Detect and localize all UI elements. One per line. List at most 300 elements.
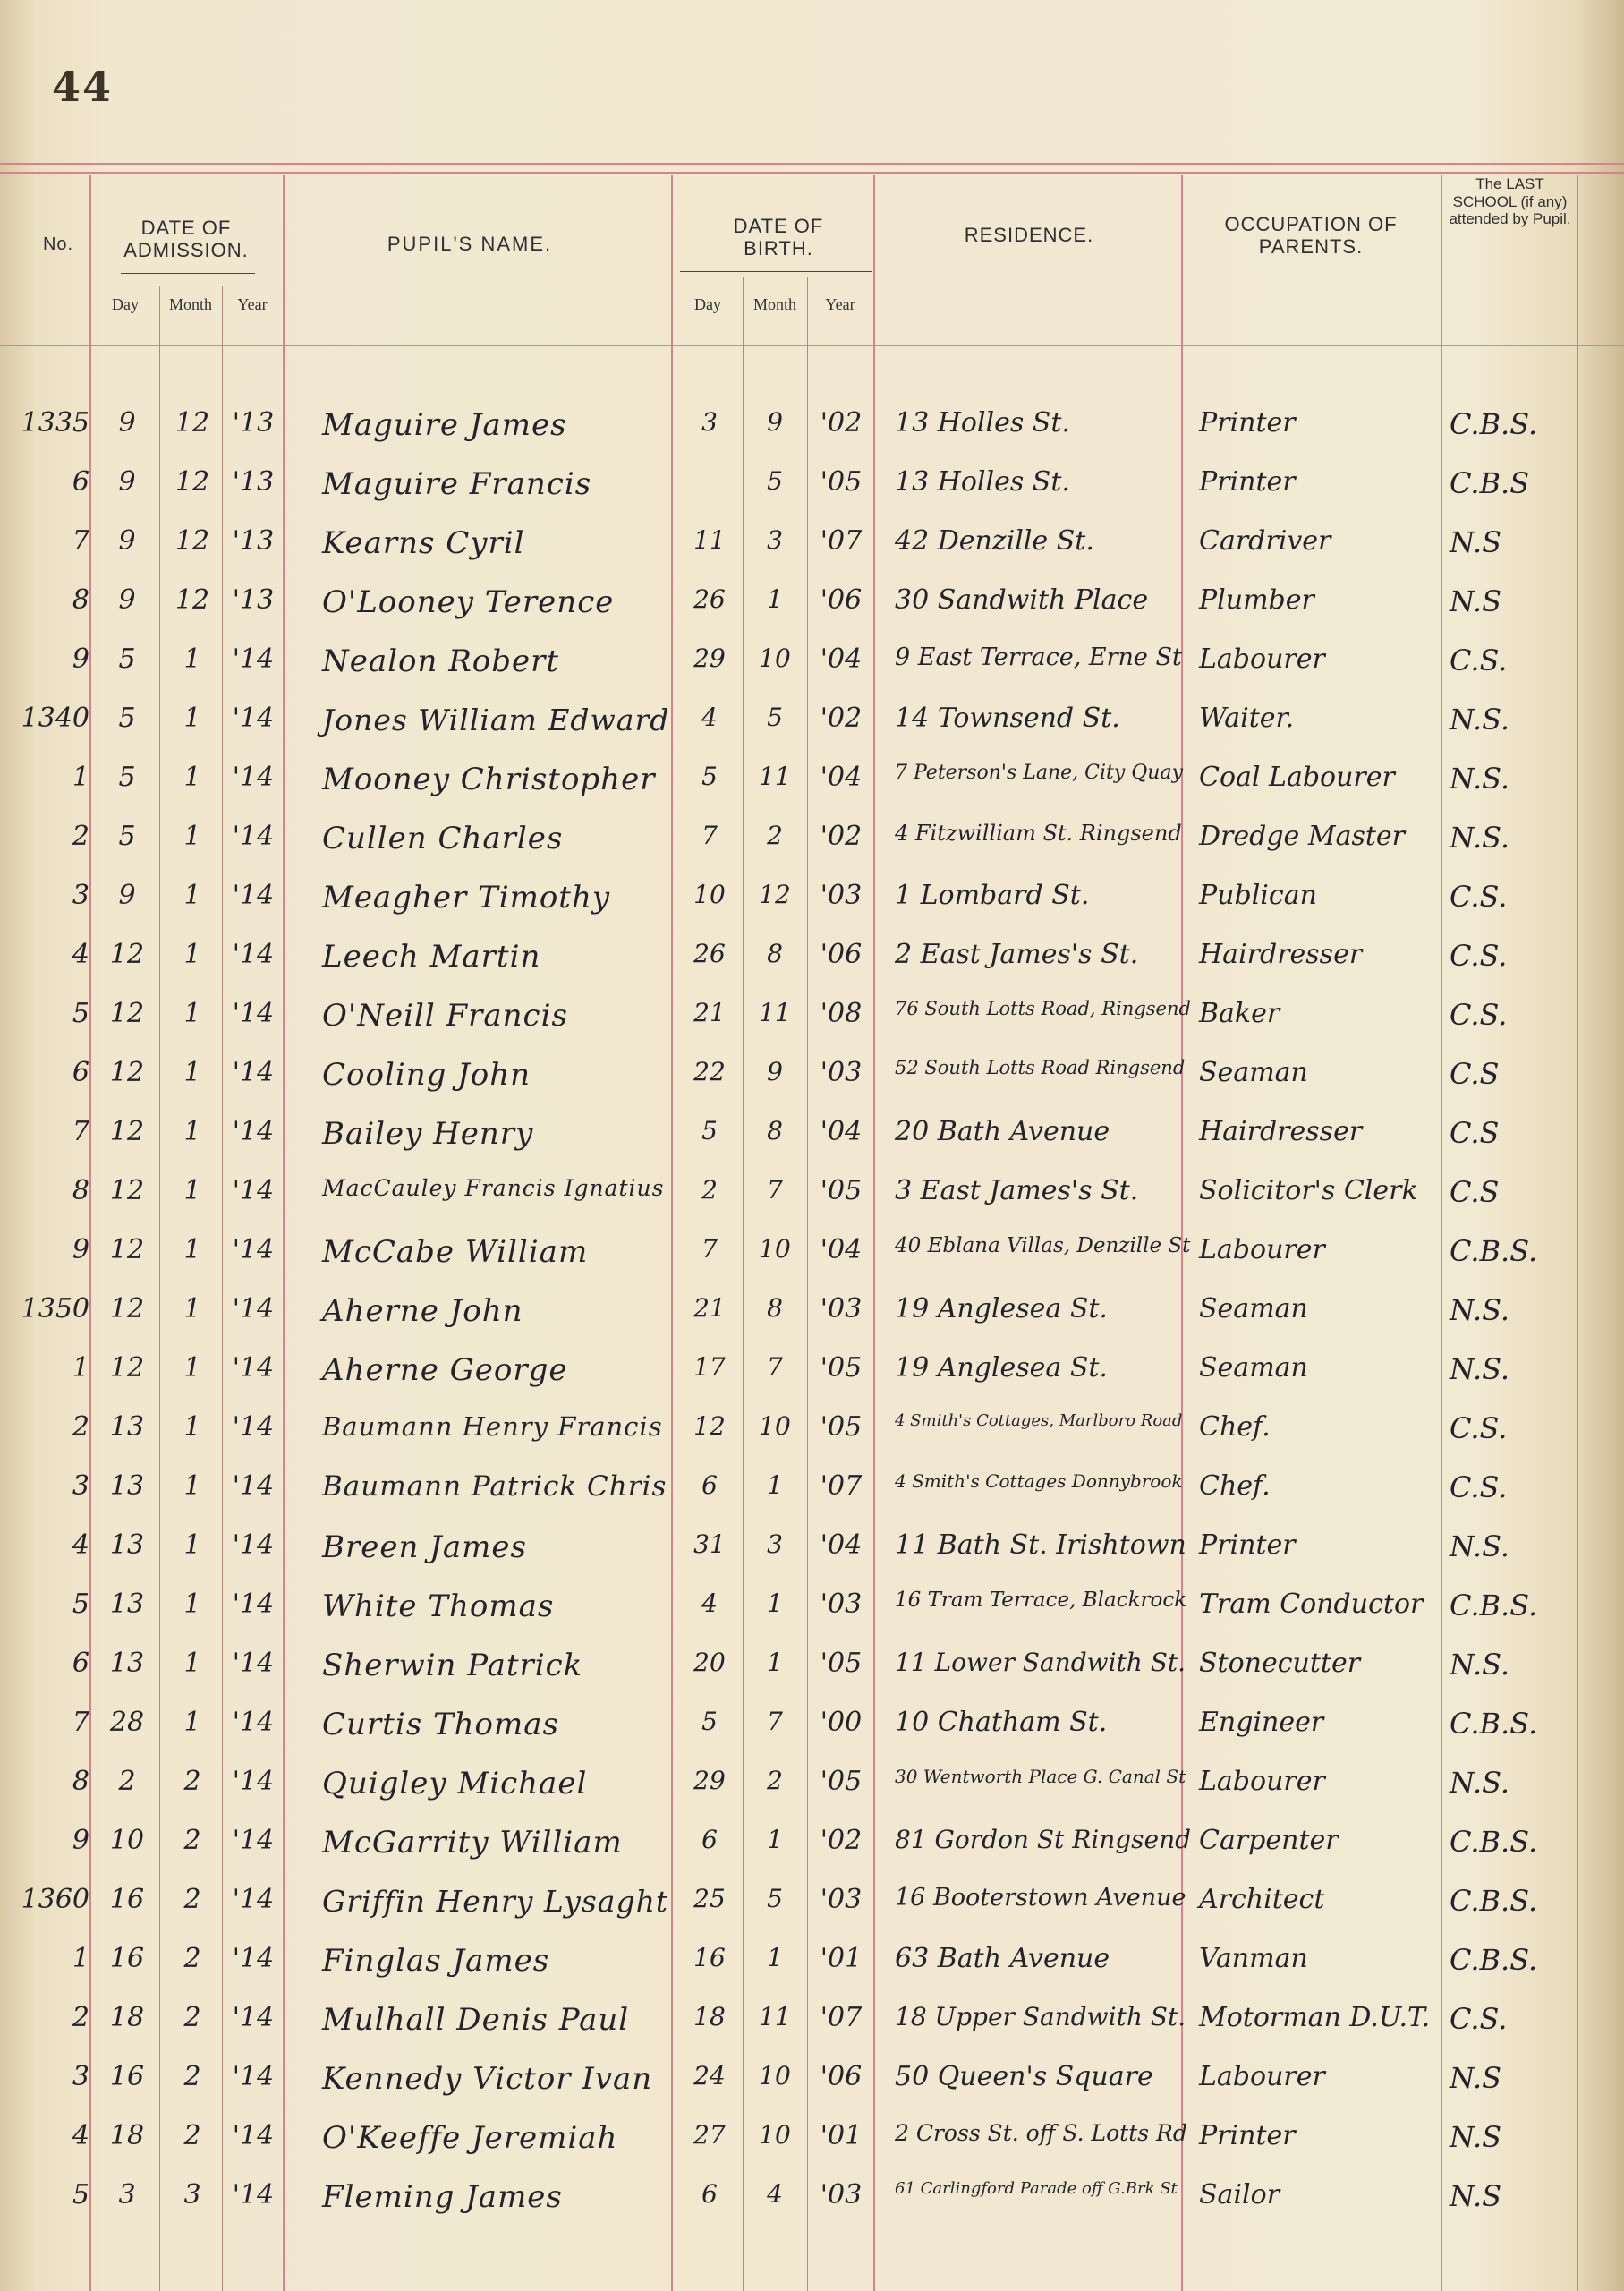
admission-year: '14: [232, 1175, 275, 1206]
admission-day: 9: [118, 525, 136, 557]
table-row: [0, 407, 1624, 466]
admission-year: '14: [232, 1648, 275, 1679]
admission-month: 1: [183, 880, 201, 911]
birth-month: 11: [759, 762, 791, 791]
residence: 16 Booterstown Avenue: [895, 1884, 1186, 1912]
admission-day: 16: [109, 1943, 145, 1974]
last-school: N.S: [1450, 525, 1502, 559]
admission-day: 16: [109, 1884, 145, 1915]
entry-number: 1: [72, 1352, 89, 1384]
entry-number: 8: [72, 1175, 89, 1206]
admission-month: 1: [183, 939, 201, 970]
header-last-school: The LAST SCHOOL (if any) attended by Pupil.: [1449, 175, 1571, 228]
pupil-name: Leech Martin: [322, 939, 541, 975]
admission-day: 13: [109, 1648, 145, 1679]
pupil-name: Griffin Henry Lysaght: [322, 1884, 669, 1919]
residence: 3 East James's St.: [895, 1175, 1139, 1206]
birth-year: '03: [820, 1293, 863, 1324]
last-school: C.B.S.: [1450, 1884, 1538, 1918]
admission-month: 12: [174, 584, 210, 616]
birth-month: 1: [767, 1648, 783, 1677]
parent-occupation: Labourer: [1199, 643, 1325, 675]
table-row: [0, 525, 1624, 584]
entry-number: 5: [72, 1588, 89, 1620]
admission-day: 5: [118, 703, 136, 734]
parent-occupation: Hairdresser: [1199, 939, 1363, 970]
entry-number: 2: [72, 821, 89, 852]
residence: 4 Smith's Cottages, Marlboro Road: [895, 1411, 1183, 1430]
last-school: C.S.: [1450, 2002, 1508, 2036]
sub-birth-year: Year: [825, 295, 855, 313]
admission-month: 2: [183, 2120, 201, 2151]
admission-year: '14: [232, 2002, 275, 2033]
admission-year: '13: [232, 584, 275, 616]
birth-month: 10: [759, 2120, 791, 2150]
birth-month: 10: [759, 1411, 791, 1441]
birth-month: 4: [767, 2179, 783, 2209]
residence: 13 Holles St.: [895, 407, 1070, 439]
birth-day: 22: [693, 1057, 726, 1086]
birth-month: 7: [767, 1175, 783, 1205]
admission-month: 1: [183, 1175, 201, 1206]
sub-admission-month: Month: [168, 295, 212, 313]
birth-day: 12: [693, 1411, 726, 1441]
entry-number: 4: [72, 939, 89, 970]
birth-year: '04: [820, 762, 863, 793]
admission-month: 1: [183, 1057, 201, 1088]
admission-month: 12: [174, 525, 210, 557]
admission-day: 12: [109, 998, 145, 1029]
birth-month: 8: [767, 939, 783, 968]
last-school: C.S.: [1450, 998, 1508, 1032]
table-row: [0, 643, 1624, 703]
residence: 40 Eblana Villas, Denzille St: [895, 1234, 1191, 1257]
admission-year: '13: [232, 407, 275, 439]
header-pupil-name: PUPIL'S NAME.: [387, 233, 553, 255]
admission-day: 9: [118, 584, 136, 616]
birth-month: 8: [767, 1293, 783, 1323]
residence: 16 Tram Terrace, Blackrock: [895, 1588, 1187, 1612]
birth-day: 11: [693, 525, 726, 555]
pupil-name: Kearns Cyril: [322, 525, 525, 561]
residence: 19 Anglesea St.: [895, 1352, 1108, 1384]
admission-day: 5: [118, 643, 136, 675]
admission-year: '14: [232, 1884, 275, 1915]
admission-day: 2: [118, 1766, 136, 1797]
pupil-name: Baumann Henry Francis: [322, 1411, 663, 1442]
pupil-name: Cooling John: [322, 1057, 531, 1093]
birth-month: 10: [759, 1234, 791, 1264]
admission-month: 2: [183, 1943, 201, 1974]
parent-occupation: Motorman D.U.T.: [1199, 2002, 1431, 2033]
birth-year: '02: [820, 703, 863, 734]
parent-occupation: Engineer: [1199, 1707, 1324, 1738]
pupil-name: Jones William Edward: [322, 703, 670, 737]
birth-month: 5: [767, 1884, 783, 1913]
admission-month: 1: [183, 1234, 201, 1265]
pupil-name: O'Keeffe Jeremiah: [322, 2120, 618, 2156]
pupil-name: Kennedy Victor Ivan: [322, 2061, 653, 2097]
birth-day: 4: [701, 703, 718, 732]
last-school: N.S: [1450, 2179, 1502, 2213]
admission-month: 1: [183, 1648, 201, 1679]
admission-year: '14: [232, 1588, 275, 1620]
admission-month: 1: [183, 1529, 201, 1561]
parent-occupation: Architect: [1199, 1884, 1325, 1915]
admission-year: '14: [232, 939, 275, 970]
birth-year: '01: [820, 1943, 863, 1974]
table-row: [0, 821, 1624, 880]
birth-day: 26: [693, 939, 726, 968]
table-row: [0, 1825, 1624, 1884]
birth-year: '06: [820, 939, 863, 970]
birth-day: 31: [693, 1529, 726, 1559]
admission-month: 2: [183, 2002, 201, 2033]
table-row: [0, 2179, 1624, 2238]
birth-month: 7: [767, 1352, 783, 1382]
birth-day: 29: [693, 1766, 726, 1795]
birth-day: 26: [693, 584, 726, 614]
last-school: N.S.: [1450, 1648, 1510, 1682]
parent-occupation: Dredge Master: [1199, 821, 1405, 852]
residence: 4 Smith's Cottages Donnybrook: [895, 1470, 1183, 1492]
parent-occupation: Stonecutter: [1199, 1648, 1361, 1679]
birth-year: '04: [820, 1529, 863, 1561]
birth-month: 3: [767, 1529, 783, 1559]
admission-year: '14: [232, 1352, 275, 1384]
table-row: [0, 1293, 1624, 1352]
pupil-name: Curtis Thomas: [322, 1707, 559, 1742]
admission-year: '14: [232, 821, 275, 852]
admission-year: '14: [232, 1825, 275, 1856]
entry-number: 9: [72, 1825, 89, 1856]
parent-occupation: Printer: [1199, 466, 1296, 498]
residence: 81 Gordon St Ringsend: [895, 1825, 1192, 1854]
last-school: C.S: [1450, 1116, 1500, 1150]
birth-day: 6: [701, 2179, 718, 2209]
header-top-rule-2: [0, 172, 1624, 174]
birth-day: 25: [693, 1884, 726, 1913]
table-row: [0, 1529, 1624, 1588]
residence: 4 Fitzwilliam St. Ringsend: [895, 821, 1182, 846]
admission-day: 9: [118, 407, 136, 439]
last-school: C.S: [1450, 1175, 1500, 1209]
header-bottom-rule: [0, 345, 1624, 346]
last-school: C.B.S.: [1450, 1825, 1538, 1859]
parent-occupation: Tram Conductor: [1199, 1588, 1424, 1620]
birth-month: 2: [767, 1766, 783, 1795]
header-residence: RESIDENCE.: [964, 224, 1094, 246]
last-school: C.S.: [1450, 939, 1508, 973]
parent-occupation: Seaman: [1199, 1352, 1308, 1384]
birth-year: '04: [820, 643, 863, 675]
residence: 61 Carlingford Parade off G.Brk St: [895, 2179, 1178, 2198]
admission-year: '13: [232, 466, 275, 498]
header-date-admission: DATE OF ADMISSION.: [123, 217, 249, 262]
pupil-name: Maguire Francis: [322, 466, 592, 502]
entry-number: 1: [72, 1943, 89, 1974]
residence: 2 East James's St.: [895, 939, 1139, 970]
pupil-name: Aherne George: [322, 1352, 568, 1388]
entry-number: 1350: [21, 1293, 89, 1324]
admission-day: 3: [118, 2179, 136, 2210]
table-row: [0, 2002, 1624, 2061]
entry-number: 6: [72, 1648, 89, 1679]
pupil-name: White Thomas: [322, 1588, 555, 1624]
entry-number: 8: [72, 1766, 89, 1797]
entry-number: 4: [72, 1529, 89, 1561]
entry-number: 9: [72, 1234, 89, 1265]
admission-day: 9: [118, 466, 136, 498]
table-row: [0, 1470, 1624, 1529]
admission-day: 12: [109, 1175, 145, 1206]
birth-year: '06: [820, 2061, 863, 2092]
birth-underline: [680, 271, 872, 272]
birth-year: '04: [820, 1234, 863, 1265]
birth-day: 18: [693, 2002, 726, 2031]
admission-year: '14: [232, 703, 275, 734]
admission-month: 1: [183, 1352, 201, 1384]
last-school: C.S.: [1450, 1470, 1508, 1504]
birth-day: 21: [693, 998, 726, 1027]
admission-year: '13: [232, 525, 275, 557]
pupil-name: McCabe William: [322, 1234, 589, 1270]
admission-year: '14: [232, 1116, 275, 1147]
pupil-name: Baumann Patrick Chris: [322, 1470, 667, 1503]
admission-day: 5: [118, 762, 136, 793]
table-row: [0, 1943, 1624, 2002]
pupil-name: Mooney Christopher: [322, 762, 656, 797]
page-number: 44: [52, 63, 114, 111]
table-row: [0, 1707, 1624, 1766]
residence: 11 Bath St. Irishtown: [895, 1529, 1186, 1561]
parent-occupation: Carpenter: [1199, 1825, 1339, 1856]
parent-occupation: Vanman: [1199, 1943, 1308, 1974]
admission-day: 12: [109, 939, 145, 970]
entry-number: 1360: [21, 1884, 89, 1915]
birth-month: 1: [767, 1943, 783, 1972]
table-row: [0, 1057, 1624, 1116]
admission-month: 2: [183, 2061, 201, 2092]
birth-month: 9: [767, 1057, 783, 1086]
residence: 76 South Lotts Road, Ringsend: [895, 998, 1191, 1019]
entry-number: 7: [72, 525, 89, 557]
birth-year: '04: [820, 1116, 863, 1147]
birth-year: '07: [820, 525, 863, 557]
residence: 11 Lower Sandwith St.: [895, 1648, 1186, 1677]
admission-day: 12: [109, 1057, 145, 1088]
birth-year: '05: [820, 1411, 863, 1443]
header-occupation: OCCUPATION OF PARENTS.: [1224, 213, 1398, 259]
parent-occupation: Labourer: [1199, 1766, 1325, 1797]
admission-year: '14: [232, 1529, 275, 1561]
birth-day: 6: [701, 1470, 718, 1500]
last-school: N.S.: [1450, 762, 1510, 796]
entry-number: 7: [72, 1116, 89, 1147]
parent-occupation: Coal Labourer: [1199, 762, 1395, 793]
admission-year: '14: [232, 1234, 275, 1265]
admission-month: 2: [183, 1884, 201, 1915]
admission-year: '14: [232, 1293, 275, 1324]
entry-number: 1335: [21, 407, 89, 439]
last-school: C.S.: [1450, 643, 1508, 677]
last-school: C.S: [1450, 1057, 1500, 1091]
birth-month: 5: [767, 466, 783, 496]
residence: 9 East Terrace, Erne St: [895, 643, 1182, 671]
last-school: N.S.: [1450, 703, 1510, 737]
parent-occupation: Plumber: [1199, 584, 1314, 616]
last-school: N.S.: [1450, 821, 1510, 855]
birth-year: '07: [820, 2002, 863, 2033]
residence: 13 Holles St.: [895, 466, 1070, 498]
birth-month: 2: [767, 821, 783, 850]
birth-year: '05: [820, 1766, 863, 1797]
admission-month: 2: [183, 1766, 201, 1797]
admission-year: '14: [232, 1057, 275, 1088]
last-school: C.B.S.: [1450, 1707, 1538, 1741]
birth-year: '03: [820, 1057, 863, 1088]
admission-day: 9: [118, 880, 136, 911]
birth-day: 10: [693, 880, 726, 909]
birth-day: 6: [701, 1825, 718, 1854]
last-school: C.B.S.: [1450, 1588, 1538, 1622]
last-school: N.S.: [1450, 1293, 1510, 1327]
birth-year: '00: [820, 1707, 863, 1738]
birth-year: '03: [820, 2179, 863, 2210]
birth-year: '03: [820, 1884, 863, 1915]
admission-day: 12: [109, 1352, 145, 1384]
birth-year: '01: [820, 2120, 863, 2151]
residence: 30 Sandwith Place: [895, 584, 1149, 616]
admission-month: 1: [183, 1470, 201, 1502]
birth-month: 11: [759, 2002, 791, 2031]
sub-admission-year: Year: [237, 295, 268, 313]
last-school: N.S: [1450, 2120, 1502, 2154]
table-row: [0, 1648, 1624, 1707]
birth-year: '02: [820, 407, 863, 439]
admission-month: 1: [183, 1411, 201, 1443]
admission-month: 1: [183, 1707, 201, 1738]
entry-number: 1: [72, 762, 89, 793]
admission-year: '14: [232, 1766, 275, 1797]
residence: 10 Chatham St.: [895, 1707, 1108, 1738]
birth-month: 1: [767, 1588, 783, 1618]
table-row: [0, 1175, 1624, 1234]
entry-number: 2: [72, 2002, 89, 2033]
residence: 2 Cross St. off S. Lotts Rd: [895, 2120, 1187, 2146]
pupil-name: Cullen Charles: [322, 821, 564, 856]
admission-month: 1: [183, 1116, 201, 1147]
parent-occupation: Cardriver: [1199, 525, 1331, 557]
birth-month: 10: [759, 643, 791, 673]
admission-month: 1: [183, 703, 201, 734]
entry-number: 8: [72, 584, 89, 616]
entry-number: 3: [72, 880, 89, 911]
residence: 30 Wentworth Place G. Canal St: [895, 1766, 1186, 1787]
table-row: [0, 466, 1624, 525]
admission-year: '14: [232, 643, 275, 675]
birth-year: '05: [820, 1352, 863, 1384]
pupil-name: O'Neill Francis: [322, 998, 568, 1034]
admission-year: '14: [232, 2120, 275, 2151]
admission-year: '14: [232, 762, 275, 793]
pupil-name: McGarrity William: [322, 1825, 623, 1861]
admission-year: '14: [232, 880, 275, 911]
entry-number: 9: [72, 643, 89, 675]
admission-day: 12: [109, 1293, 145, 1324]
birth-day: 29: [693, 643, 726, 673]
residence: 50 Queen's Square: [895, 2061, 1153, 2092]
birth-month: 11: [759, 998, 791, 1027]
header-top-rule: [0, 163, 1624, 165]
table-row: [0, 2061, 1624, 2120]
birth-year: '05: [820, 1648, 863, 1679]
admission-day: 28: [109, 1707, 145, 1738]
birth-day: 20: [693, 1648, 726, 1677]
residence: 1 Lombard St.: [895, 880, 1090, 911]
admission-day: 13: [109, 1470, 145, 1502]
admission-month: 12: [174, 407, 210, 439]
admission-year: '14: [232, 998, 275, 1029]
birth-month: 1: [767, 1825, 783, 1854]
last-school: N.S.: [1450, 1529, 1510, 1563]
table-row: [0, 939, 1624, 998]
table-row: [0, 762, 1624, 821]
residence: 20 Bath Avenue: [895, 1116, 1110, 1147]
parent-occupation: Baker: [1199, 998, 1280, 1029]
last-school: N.S.: [1450, 1352, 1510, 1386]
birth-year: '07: [820, 1470, 863, 1502]
admission-month: 1: [183, 1588, 201, 1620]
birth-day: 17: [693, 1352, 726, 1382]
pupil-name: Fleming James: [322, 2179, 563, 2215]
parent-occupation: Seaman: [1199, 1293, 1308, 1324]
entry-number: 3: [72, 2061, 89, 2092]
last-school: C.B.S.: [1450, 407, 1538, 441]
sub-admission-day: Day: [112, 295, 139, 313]
admission-underline: [121, 273, 255, 274]
admission-year: '14: [232, 2061, 275, 2092]
last-school: C.S.: [1450, 1411, 1508, 1445]
admission-month: 1: [183, 762, 201, 793]
admission-month: 12: [174, 466, 210, 498]
admission-day: 5: [118, 821, 136, 852]
pupil-name: Meagher Timothy: [322, 880, 611, 916]
parent-occupation: Sailor: [1199, 2179, 1280, 2210]
residence: 63 Bath Avenue: [895, 1943, 1110, 1974]
table-row: [0, 998, 1624, 1057]
admission-year: '14: [232, 1470, 275, 1502]
birth-month: 3: [767, 525, 783, 555]
last-school: C.S.: [1450, 880, 1508, 914]
birth-year: '08: [820, 998, 863, 1029]
parent-occupation: Labourer: [1199, 1234, 1325, 1265]
entry-number: 6: [72, 1057, 89, 1088]
birth-day: 4: [701, 1588, 718, 1618]
sub-birth-day: Day: [694, 295, 721, 313]
residence: 14 Townsend St.: [895, 703, 1120, 734]
pupil-name: Breen James: [322, 1529, 527, 1565]
table-row: [0, 1352, 1624, 1411]
entry-number: 2: [72, 1411, 89, 1443]
parent-occupation: Solicitor's Clerk: [1199, 1175, 1418, 1206]
last-school: N.S: [1450, 2061, 1502, 2095]
parent-occupation: Printer: [1199, 407, 1296, 439]
birth-day: 3: [701, 407, 718, 437]
birth-year: '02: [820, 821, 863, 852]
entry-number: 6: [72, 466, 89, 498]
parent-occupation: Waiter.: [1199, 703, 1295, 734]
